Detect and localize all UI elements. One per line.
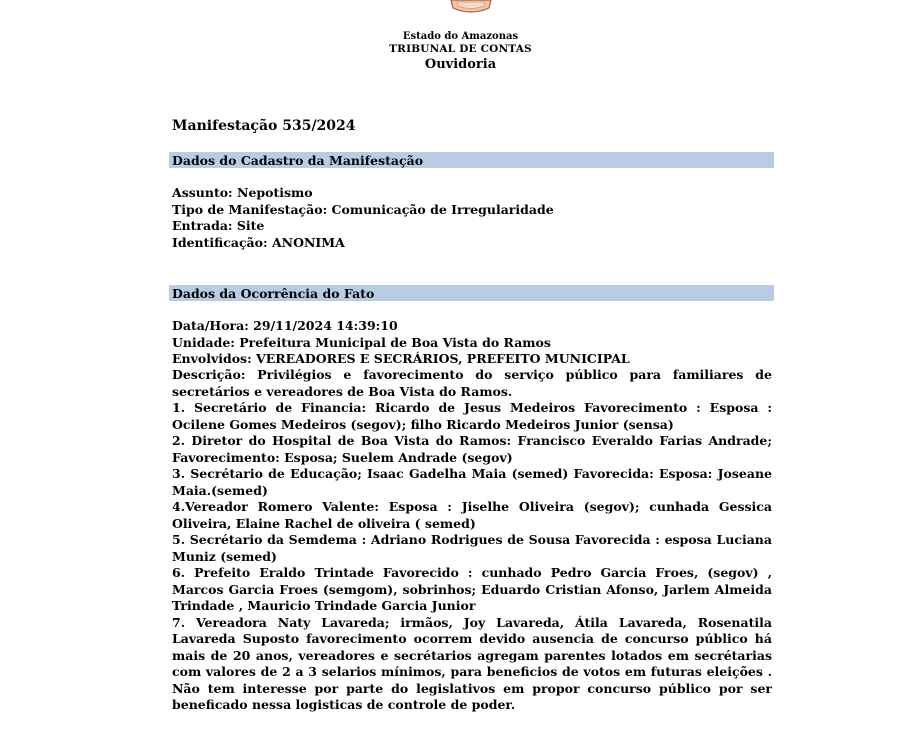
field-unidade: Unidade: Prefeitura Municipal de Boa Vista do Ramos xyxy=(172,334,551,350)
descricao-item-6: 6. Prefeito Eraldo Trintade Favorecido : cunhado Pedro Garcia Froes, (segov) , Marcos Garcia Froes (semgom), sobrinhos; Eduardo Cristian Afonso, Jarlem Almeida Trindade , Mauricio Trindade Garcia Junior xyxy=(172,565,772,613)
field-assunto: Assunto: Nepotismo xyxy=(172,185,313,200)
field-data-hora: Data/Hora: 29/11/2024 14:39:10 xyxy=(172,318,398,333)
descricao-item-7: 7. Vereadora Naty Lavareda; irmãos, Joy Lavareda, Átila Lavareda, Rosenatila Lavareda Suposto favorecimento ocorrem devido ausencia de concurso público há mais de 20 anos, vereadores e secrétarios agregam parentes lotados em secrétarias com valores de 2 a 3 selarios mínimos, para beneficios de votos em futuras eleições . Não tem interesse por parte do legislativos em propor concurso público por ser beneficado nessa logisticas de controle de poder. xyxy=(172,614,772,712)
header-state: Estado do Amazonas xyxy=(402,31,519,42)
section-header-fato xyxy=(169,285,774,301)
page-title: Manifestação 535/2024 xyxy=(172,118,356,134)
descricao-item-5: 5. Secrétario da Semdema : Adriano Rodrigues de Sousa Favorecida : esposa Luciana Muniz (semed) xyxy=(172,532,772,564)
field-entrada: Entrada: Site xyxy=(172,218,265,234)
field-descricao xyxy=(172,367,772,714)
field-tipo: Tipo de Manifestação: Comunicação de Irregularidade xyxy=(172,201,554,217)
section-heading-cadastro: Dados do Cadastro da Manifestação xyxy=(172,153,424,168)
section-heading-fato: Dados da Ocorrência do Fato xyxy=(172,286,375,301)
fato-fields xyxy=(172,318,772,368)
field-envolvidos: Envolvidos: VEREADORES E SECRÁRIOS, PREFEITO MUNICIPAL xyxy=(172,351,630,367)
header-court: TRIBUNAL DE CONTAS xyxy=(389,43,532,55)
cadastro-fields xyxy=(172,185,772,251)
field-identificacao: Identificação: ANONIMA xyxy=(172,234,345,250)
descricao-item-4: 4.Vereador Romero Valente: Esposa : Jiselhe Oliveira (segov); cunhada Gessica Oliveira, Elaine Rachel de oliveira ( semed) xyxy=(172,499,772,531)
descricao-item-3: 3. Secrétario de Educação; Isaac Gadelha Maia (semed) Favorecida: Esposa: Joseane Maia.(semed) xyxy=(172,466,772,498)
descricao-item-2: 2. Diretor do Hospital de Boa Vista do Ramos: Francisco Everaldo Farias Andrade; Favorecimento: Esposa; Suelem Andrade (segov) xyxy=(172,433,772,465)
header-office: Ouvidoria xyxy=(424,57,497,72)
descricao-paragraph: Descrição: Privilégios e favorecimento do serviço público para familiares de secretários e vereadores de Boa Vista do Ramos. xyxy=(172,367,772,399)
descricao-item-1: 1. Secretário de Financia: Ricardo de Jesus Medeiros Favorecimento : Esposa : Ocilene Gomes Medeiros (segov); filho Ricardo Medeiros Junior (sensa) xyxy=(172,400,772,432)
section-header-cadastro xyxy=(169,152,774,168)
coat-of-arms-icon xyxy=(447,0,495,14)
